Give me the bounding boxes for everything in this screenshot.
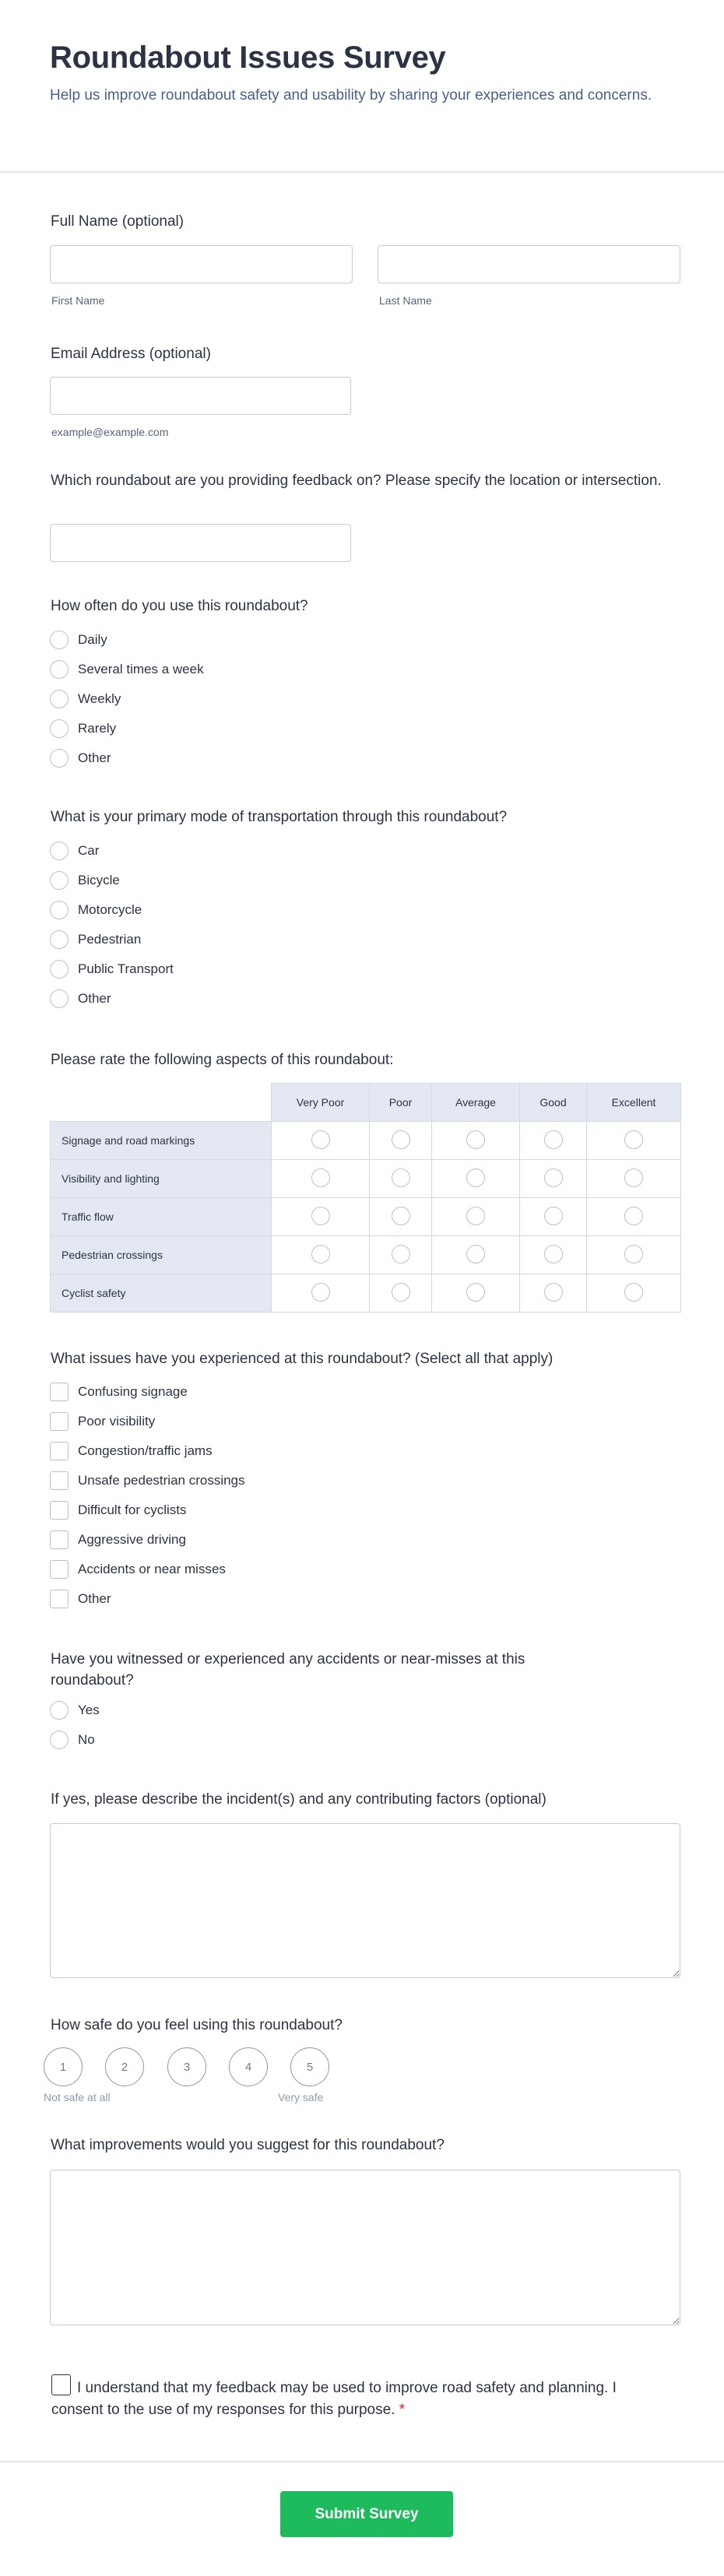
radio-icon[interactable] (624, 1245, 643, 1263)
radio-icon[interactable] (392, 1245, 410, 1263)
required-mark: * (399, 2402, 406, 2418)
issue-option-unsafe-crossings[interactable] (50, 1466, 245, 1495)
matrix-cell[interactable] (432, 1198, 520, 1236)
accidents-label: Have you witnessed or experienced any accidents or near-misses at this roundabout? (51, 1651, 525, 1689)
frequency-options (50, 625, 204, 773)
radio-icon[interactable] (624, 1207, 643, 1225)
checkbox-icon[interactable] (50, 1412, 69, 1431)
option-label: Unsafe pedestrian crossings (78, 1473, 245, 1488)
issue-option-difficult-cyclists[interactable] (50, 1495, 245, 1525)
issue-option-accidents[interactable] (50, 1555, 245, 1584)
radio-icon[interactable] (50, 631, 69, 649)
accidents-option-no[interactable] (50, 1725, 100, 1755)
location-input[interactable] (50, 524, 351, 562)
issue-option-congestion[interactable] (50, 1436, 245, 1466)
issue-option-other[interactable] (50, 1584, 245, 1614)
matrix-row (51, 1236, 681, 1274)
consent-checkbox[interactable] (51, 2374, 71, 2395)
frequency-label: How often do you use this roundabout? (51, 598, 308, 614)
matrix-cell[interactable] (520, 1160, 587, 1198)
location-label: Which roundabout are you providing feedback on? Please specify the location or intersection. (51, 473, 662, 489)
checkbox-icon[interactable] (50, 1530, 69, 1549)
mode-option-other[interactable] (50, 984, 174, 1014)
option-label: Weekly (78, 691, 121, 706)
matrix-cell[interactable] (272, 1236, 370, 1274)
checkbox-icon[interactable] (50, 1471, 69, 1490)
matrix-row-label: Cyclist safety (51, 1274, 272, 1313)
issues-options (50, 1377, 245, 1614)
mode-option-bicycle[interactable] (50, 866, 174, 895)
issues-label: What issues have you experienced at this roundabout? (Select all that apply) (51, 1351, 554, 1367)
mode-option-public-transport[interactable] (50, 954, 174, 984)
option-label: Other (78, 1591, 111, 1606)
safety-max-label: Very safe (278, 2091, 324, 2103)
matrix-cell[interactable] (432, 1236, 520, 1274)
full-name-label: Full Name (optional) (51, 213, 185, 230)
frequency-option-weekly[interactable] (50, 684, 204, 714)
matrix-cell[interactable] (587, 1160, 681, 1198)
frequency-option-daily[interactable] (50, 625, 204, 655)
option-label: Poor visibility (78, 1414, 156, 1429)
accidents-option-yes[interactable] (50, 1696, 100, 1725)
option-label: Pedestrian (78, 932, 142, 947)
radio-icon[interactable] (544, 1283, 563, 1302)
matrix-row-label: Traffic flow (51, 1198, 272, 1236)
option-label: Several times a week (78, 662, 204, 677)
rating-matrix (50, 1083, 681, 1313)
radio-icon[interactable] (50, 989, 69, 1008)
matrix-column-header: Excellent (587, 1084, 681, 1122)
radio-icon[interactable] (50, 719, 69, 738)
option-label: Rarely (78, 721, 117, 736)
frequency-option-other[interactable] (50, 743, 204, 773)
matrix-cell[interactable] (432, 1122, 520, 1160)
matrix-cell[interactable] (432, 1274, 520, 1313)
last-name-input[interactable] (378, 245, 680, 283)
safety-option-4[interactable]: 4 (229, 2047, 268, 2086)
frequency-option-rarely[interactable] (50, 714, 204, 743)
safety-option-2[interactable]: 2 (105, 2047, 144, 2086)
option-label: Car (78, 843, 100, 858)
radio-icon[interactable] (50, 1701, 69, 1720)
option-label: Other (78, 750, 111, 765)
accidents-options (50, 1696, 100, 1755)
option-label: Public Transport (78, 961, 174, 976)
matrix-cell[interactable] (272, 1160, 370, 1198)
safety-option-1[interactable]: 1 (44, 2047, 83, 2086)
radio-icon[interactable] (50, 842, 69, 860)
issue-option-confusing-signage[interactable] (50, 1377, 245, 1407)
radio-icon[interactable] (392, 1169, 410, 1187)
matrix-cell[interactable] (272, 1274, 370, 1313)
matrix-row-label: Pedestrian crossings (51, 1236, 272, 1274)
option-label: Accidents or near misses (78, 1562, 226, 1576)
issue-option-aggressive-driving[interactable] (50, 1525, 245, 1555)
radio-icon[interactable] (466, 1169, 485, 1187)
matrix-row (51, 1122, 681, 1160)
radio-icon[interactable] (50, 871, 69, 890)
option-label: Congestion/traffic jams (78, 1443, 213, 1458)
radio-icon[interactable] (544, 1207, 563, 1225)
matrix-cell[interactable] (370, 1122, 432, 1160)
checkbox-icon[interactable] (50, 1560, 69, 1579)
radio-icon[interactable] (311, 1245, 330, 1263)
first-name-input[interactable] (50, 245, 353, 283)
option-label: Confusing signage (78, 1384, 188, 1399)
safety-label: How safe do you feel using this roundabout? (51, 2017, 343, 2033)
page-subtitle: Help us improve roundabout safety and usability by sharing your experiences and concerns. (50, 87, 652, 104)
mode-option-car[interactable] (50, 836, 174, 866)
matrix-cell[interactable] (520, 1122, 587, 1160)
radio-icon[interactable] (50, 960, 69, 979)
option-label: Yes (78, 1703, 100, 1717)
improvements-textarea[interactable] (50, 2170, 680, 2325)
submit-button[interactable]: Submit Survey (280, 2491, 453, 2537)
matrix-cell[interactable] (520, 1236, 587, 1274)
mode-option-motorcycle[interactable] (50, 895, 174, 925)
radio-icon[interactable] (466, 1130, 485, 1149)
option-label: Bicycle (78, 873, 120, 887)
first-name-sublabel: First Name (51, 294, 105, 307)
radio-icon[interactable] (466, 1207, 485, 1225)
radio-icon[interactable] (50, 749, 69, 768)
radio-icon[interactable] (544, 1169, 563, 1187)
mode-label: What is your primary mode of transportation through this roundabout? (51, 809, 508, 825)
radio-icon[interactable] (624, 1130, 643, 1149)
matrix-row (51, 1274, 681, 1313)
radio-icon[interactable] (466, 1283, 485, 1302)
radio-icon[interactable] (311, 1169, 330, 1187)
matrix-row (51, 1198, 681, 1236)
radio-icon[interactable] (50, 930, 69, 949)
matrix-cell[interactable] (587, 1236, 681, 1274)
matrix-column-header: Average (432, 1084, 520, 1122)
matrix-column-header: Very Poor (272, 1084, 370, 1122)
radio-icon[interactable] (50, 660, 69, 679)
radio-icon[interactable] (392, 1130, 410, 1149)
page-title: Roundabout Issues Survey (50, 40, 446, 75)
radio-icon[interactable] (50, 1731, 69, 1749)
option-label: No (78, 1732, 95, 1747)
matrix-cell[interactable] (370, 1236, 432, 1274)
matrix-cell[interactable] (370, 1198, 432, 1236)
matrix-cell[interactable] (370, 1274, 432, 1313)
matrix-cell[interactable] (587, 1198, 681, 1236)
matrix-cell[interactable] (587, 1274, 681, 1313)
radio-icon[interactable] (311, 1283, 330, 1302)
matrix-cell[interactable] (272, 1122, 370, 1160)
option-label: Aggressive driving (78, 1532, 186, 1547)
checkbox-icon[interactable] (50, 1590, 69, 1608)
last-name-sublabel: Last Name (379, 294, 432, 307)
option-label: Daily (78, 632, 107, 647)
email-hint: example@example.com (51, 426, 169, 438)
radio-icon[interactable] (544, 1130, 563, 1149)
matrix-column-header: Good (520, 1084, 587, 1122)
radio-icon[interactable] (311, 1130, 330, 1149)
incident-textarea[interactable] (50, 1823, 680, 1978)
radio-icon[interactable] (311, 1207, 330, 1225)
safety-min-label: Not safe at all (44, 2091, 111, 2103)
mode-options (50, 836, 174, 1014)
rating-label: Please rate the following aspects of this roundabout: (51, 1052, 394, 1068)
radio-icon[interactable] (624, 1283, 643, 1302)
email-label: Email Address (optional) (51, 346, 211, 362)
radio-icon[interactable] (466, 1245, 485, 1263)
checkbox-icon[interactable] (50, 1442, 69, 1460)
matrix-column-header: Poor (370, 1084, 432, 1122)
mode-option-pedestrian[interactable] (50, 925, 174, 954)
consent-label: I understand that my feedback may be used to improve road safety and planning. I consent to the use of my responses for this purpose. (51, 2380, 617, 2418)
checkbox-icon[interactable] (50, 1501, 69, 1520)
header-divider (0, 171, 724, 173)
matrix-cell[interactable] (587, 1122, 681, 1160)
matrix-row-label: Visibility and lighting (51, 1160, 272, 1198)
matrix-row (51, 1160, 681, 1198)
option-label: Difficult for cyclists (78, 1502, 187, 1517)
matrix-corner (51, 1084, 272, 1122)
consent-field (51, 2374, 627, 2421)
footer-divider (0, 2461, 724, 2462)
matrix-cell[interactable] (520, 1198, 587, 1236)
issue-option-poor-visibility[interactable] (50, 1407, 245, 1436)
safety-option-3[interactable]: 3 (167, 2047, 206, 2086)
matrix-cell[interactable] (272, 1198, 370, 1236)
matrix-cell[interactable] (520, 1274, 587, 1313)
improvements-label: What improvements would you suggest for this roundabout? (51, 2137, 445, 2153)
radio-icon[interactable] (50, 901, 69, 919)
checkbox-icon[interactable] (50, 1383, 69, 1401)
safety-option-5[interactable]: 5 (290, 2047, 329, 2086)
radio-icon[interactable] (50, 690, 69, 708)
email-input[interactable] (50, 377, 351, 415)
radio-icon[interactable] (624, 1169, 643, 1187)
option-label: Other (78, 991, 111, 1006)
radio-icon[interactable] (392, 1283, 410, 1302)
frequency-option-several-times-a-week[interactable] (50, 655, 204, 684)
matrix-cell[interactable] (432, 1160, 520, 1198)
matrix-cell[interactable] (370, 1160, 432, 1198)
radio-icon[interactable] (392, 1207, 410, 1225)
matrix-row-label: Signage and road markings (51, 1122, 272, 1160)
radio-icon[interactable] (544, 1245, 563, 1263)
option-label: Motorcycle (78, 902, 142, 917)
incident-label: If yes, please describe the incident(s) and any contributing factors (optional) (51, 1791, 547, 1808)
